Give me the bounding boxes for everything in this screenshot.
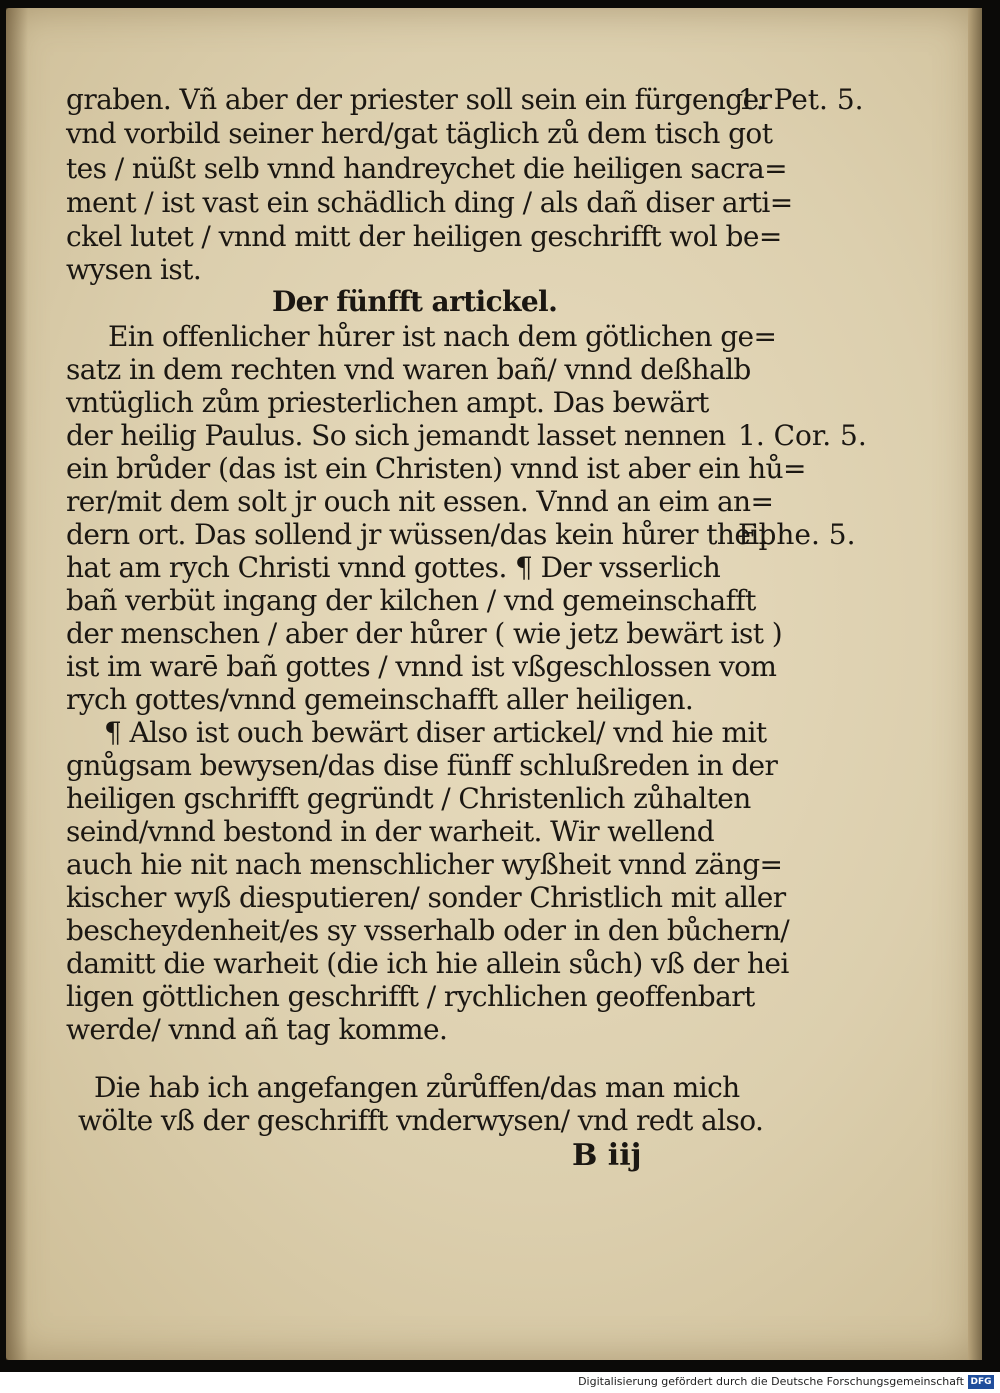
text-line: rer/mit dem solt jr ouch nit essen. Vnnd an eim an= bbox=[66, 485, 774, 518]
text-line: ment / ist vast ein schädlich ding / als dañ diser arti= bbox=[66, 186, 793, 219]
dfg-logo-icon: DFG bbox=[968, 1375, 994, 1389]
text-line: bescheydenheit/es sy vsserhalb oder in den bůchern/ bbox=[66, 914, 790, 947]
text-line: ckel lutet / vnnd mitt der heiligen geschrifft wol be= bbox=[66, 220, 782, 253]
text-line: ein brůder (das ist ein Christen) vnnd ist aber ein hů= bbox=[66, 452, 806, 485]
text-line: ist im warē bañ gottes / vnnd ist vßgeschlossen vom bbox=[66, 650, 777, 683]
text-line: gnůgsam bewysen/das dise fünff schlußreden in der bbox=[66, 749, 778, 782]
margin-reference: 1. Cor. 5. bbox=[738, 419, 867, 452]
text-line: bañ verbüt ingang der kilchen / vnd gemeinschafft bbox=[66, 584, 756, 617]
margin-reference: 1. Pet. 5. bbox=[738, 83, 864, 116]
footer-bar bbox=[0, 1372, 1000, 1393]
text-line: ¶ Also ist ouch bewärt diser artickel/ vnd hie mit bbox=[104, 716, 767, 749]
text-line: der heilig Paulus. So sich jemandt lasset nennen bbox=[66, 419, 726, 452]
text-line: damitt die warheit (die ich hie allein sůch) vß der hei bbox=[66, 947, 789, 980]
text-line: vntüglich zům priesterlichen ampt. Das bewärt bbox=[66, 386, 709, 419]
text-line: der menschen / aber der hůrer ( wie jetz bewärt ist ) bbox=[66, 617, 783, 650]
text-line: wysen ist. bbox=[66, 253, 202, 286]
text-line: ligen göttlichen geschrifft / rychlichen geoffenbart bbox=[66, 980, 755, 1013]
text-line: rych gottes/vnnd gemeinschafft aller heiligen. bbox=[66, 683, 694, 716]
text-line: kischer wyß diesputieren/ sonder Christlich mit aller bbox=[66, 881, 786, 914]
text-line: auch hie nit nach menschlicher wyßheit vnnd zäng= bbox=[66, 848, 783, 881]
section-heading: Der fünfft artickel. bbox=[272, 285, 558, 318]
margin-reference: Ephe. 5. bbox=[738, 518, 856, 551]
text-line: Ein offenlicher hůrer ist nach dem götlichen ge= bbox=[108, 320, 777, 353]
page-gutter-shadow bbox=[6, 8, 28, 1360]
text-line: graben. Vñ aber der priester soll sein ein fürgenger bbox=[66, 83, 772, 116]
text-line: Die hab ich angefangen zůrůffen/das man mich bbox=[94, 1071, 740, 1104]
text-line: dern ort. Das sollend jr wüssen/das kein hůrer theil bbox=[66, 518, 768, 551]
text-line: seind/vnnd bestond in der warheit. Wir wellend bbox=[66, 815, 715, 848]
signature-mark: B iij bbox=[572, 1138, 642, 1173]
text-line: satz in dem rechten vnd waren bañ/ vnnd deßhalb bbox=[66, 353, 751, 386]
text-line: werde/ vnnd añ tag komme. bbox=[66, 1013, 448, 1046]
page-edge bbox=[968, 8, 982, 1360]
text-line: vnd vorbild seiner herd/gat täglich zů dem tisch got bbox=[66, 117, 773, 150]
text-line: heiligen gschrifft gegründt / Christenlich zůhalten bbox=[66, 782, 751, 815]
text-line: hat am rych Christi vnnd gottes. ¶ Der vsserlich bbox=[66, 551, 721, 584]
funding-credit: Digitalisierung gefördert durch die Deutsche Forschungsgemeinschaft bbox=[578, 1375, 964, 1388]
text-line: wölte vß der geschrifft vnderwysen/ vnd redt also. bbox=[78, 1104, 764, 1137]
text-line: tes / nüßt selb vnnd handreychet die heiligen sacra= bbox=[66, 152, 787, 185]
